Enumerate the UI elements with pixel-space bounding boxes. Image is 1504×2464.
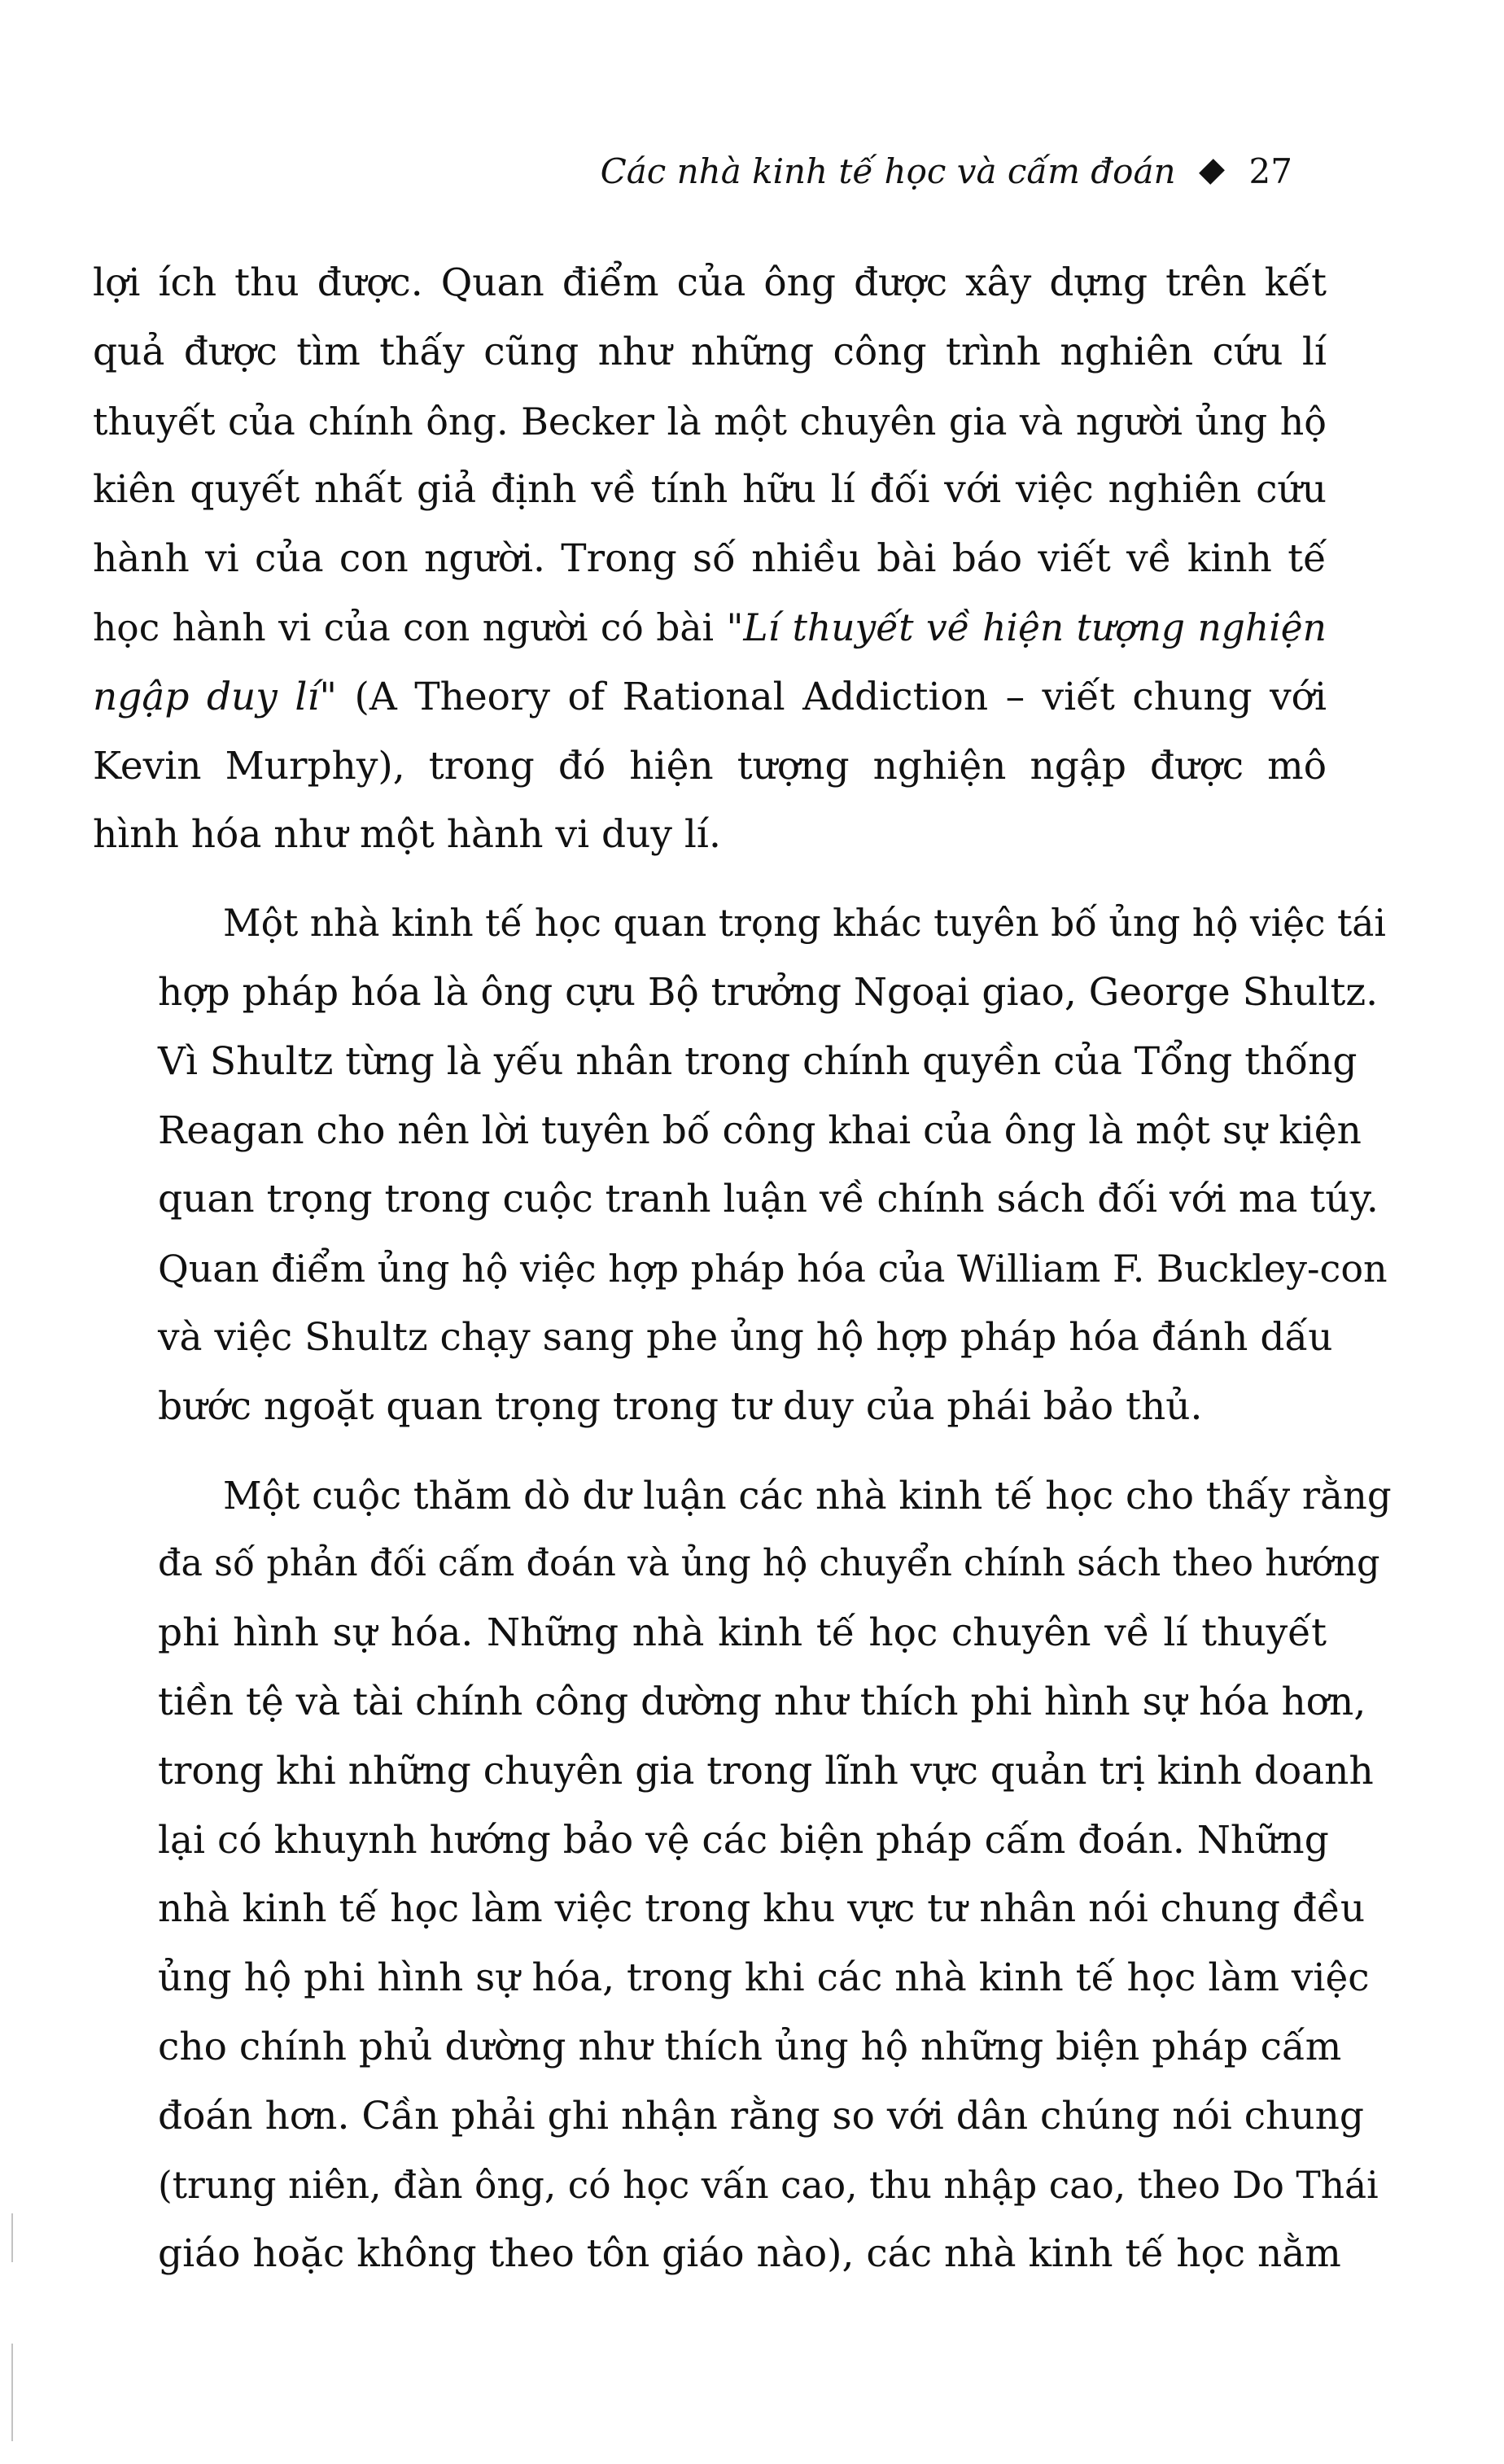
text-line-with-title (93, 663, 1327, 732)
text-line: và việc Shultz chạy sang phe ủng hộ hợp pháp hóa đánh dấu (158, 1314, 1333, 1360)
text-line: quan trọng trong cuộc tranh luận về chính sách đối với ma túy. (158, 1177, 1379, 1222)
text-line: thuyết của chính ông. Becker là một chuyên gia và người ủng hộ (93, 399, 1327, 443)
text-line: bước ngoặt quan trọng trong tư duy của phái bảo thủ. (158, 1383, 1203, 1429)
text-line: Một cuộc thăm dò dư luận các nhà kinh tế học cho thấy rằng (223, 1473, 1392, 1518)
text-line: lại có khuynh hướng bảo vệ các biện pháp cấm đoán. Những (158, 1817, 1329, 1863)
body-text (93, 249, 1392, 2289)
text-line: đa số phản đối cấm đoán và ủng hộ chuyển chính sách theo hướng (158, 1543, 1380, 1585)
article-title: ngập duy lí" (93, 674, 338, 719)
text-line: Vì Shultz từng là yếu nhân trong chính quyền của Tổng thống (158, 1038, 1358, 1084)
text-line: hành vi của con người. Trong số nhiều bài báo viết về kinh tế (93, 536, 1327, 582)
text-line: giáo hoặc không theo tôn giáo nào), các nhà kinh tế học nằm (158, 2231, 1341, 2277)
text-line: phi hình sự hóa. Những nhà kinh tế học chuyên về lí thuyết (158, 1610, 1327, 1656)
article-title: "Lí thuyết về hiện tượng nghiện (726, 605, 1327, 649)
text-line-part: (A Theory of Rational Addiction – viết chung với (354, 674, 1327, 719)
text-line: Reagan cho nên lời tuyên bố công khai của ông là một sự kiện (158, 1107, 1362, 1153)
page-number: 27 (1248, 151, 1292, 191)
text-line: lợi ích thu được. Quan điểm của ông được xây dựng trên kết (93, 260, 1327, 305)
text-line: Kevin Murphy), trong đó hiện tượng nghiện ngập được mô (93, 743, 1327, 789)
text-line-part: học hành vi của con người có bài (93, 605, 727, 649)
scan-edge-mark (11, 2344, 13, 2441)
text-line: đoán hơn. Cần phải ghi nhận rằng so với dân chúng nói chung (158, 2093, 1364, 2139)
paragraph-2 (93, 889, 1388, 1441)
paragraph-3 (93, 1461, 1392, 2290)
text-line: tiền tệ và tài chính công dường như thích phi hình sự hóa hơn, (158, 1679, 1366, 1724)
text-line: quả được tìm thấy cũng như những công trình nghiên cứu lí (93, 329, 1327, 374)
text-line: nhà kinh tế học làm việc trong khu vực tư nhân nói chung đều (158, 1886, 1366, 1932)
text-line: ủng hộ phi hình sự hóa, trong khi các nhà kinh tế học làm việc (158, 1955, 1370, 2001)
text-line-with-title (93, 594, 1327, 663)
text-line: hình hóa như một hành vi duy lí. (93, 812, 721, 858)
chapter-title: Các nhà kinh tế học và cấm đoán (600, 151, 1176, 191)
scan-edge-mark (11, 2213, 13, 2262)
text-line: kiên quyết nhất giả định về tính hữu lí đối với việc nghiên cứu (93, 467, 1327, 513)
text-line: cho chính phủ dường như thích ủng hộ những biện pháp cấm (158, 2024, 1342, 2069)
text-line: hợp pháp hóa là ông cựu Bộ trưởng Ngoại giao, George Shultz. (158, 969, 1379, 1015)
text-line: Một nhà kinh tế học quan trọng khác tuyên bố ủng hộ việc tái (223, 902, 1386, 946)
diamond-separator-icon (1199, 159, 1225, 185)
text-line: trong khi những chuyên gia trong lĩnh vực quản trị kinh doanh (158, 1748, 1374, 1793)
text-line: (trung niên, đàn ông, có học vấn cao, thu nhập cao, theo Do Thái (158, 2163, 1379, 2207)
running-header (601, 151, 1292, 191)
paragraph-1 (93, 249, 1327, 870)
text-line: Quan điểm ủng hộ việc hợp pháp hóa của William F. Buckley-con (158, 1247, 1388, 1291)
